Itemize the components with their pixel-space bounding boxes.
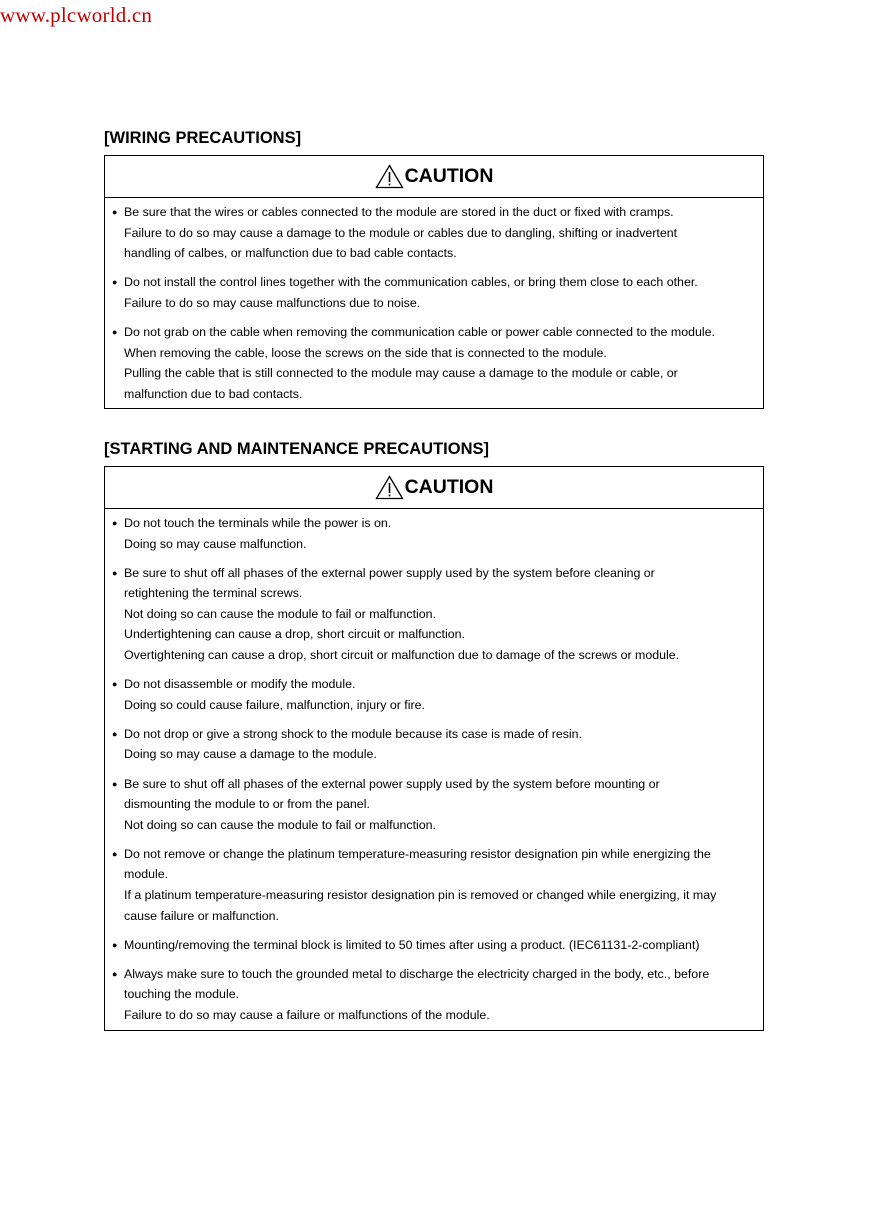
list-item bbox=[111, 844, 757, 926]
caution-header bbox=[105, 156, 763, 198]
bullet-icon: ● bbox=[112, 968, 118, 979]
item-line: Do not install the control lines together with the communication cables, or bring them close to each other. bbox=[124, 275, 698, 290]
wiring-caution-list bbox=[105, 198, 763, 408]
item-line: Be sure that the wires or cables connected to the module are stored in the duct or fixed with cramps. bbox=[124, 205, 674, 219]
wiring-precautions-title: [WIRING PRECAUTIONS] bbox=[104, 129, 302, 147]
watermark-url[interactable]: www.plcworld.cn bbox=[0, 3, 153, 27]
item-line: Failure to do so may cause malfunctions due to noise. bbox=[124, 295, 421, 310]
maintenance-caution-box bbox=[104, 466, 764, 1031]
list-item bbox=[111, 935, 757, 956]
item-line: Failure to do so may cause a failure or malfunctions of the module. bbox=[124, 1007, 490, 1022]
item-line: Be sure to shut off all phases of the external power supply used by the system before mounting or bbox=[124, 776, 660, 791]
warning-triangle-icon bbox=[375, 475, 404, 500]
bullet-icon: ● bbox=[112, 326, 118, 337]
item-line: Always make sure to touch the grounded metal to discharge the electricity charged in the body, etc., before bbox=[124, 966, 710, 981]
item-line: Be sure to shut off all phases of the external power supply used by the system before cleaning or bbox=[124, 565, 655, 580]
item-line: dismounting the module to or from the panel. bbox=[124, 797, 370, 812]
bullet-icon: ● bbox=[112, 567, 118, 578]
item-line: Not doing so can cause the module to fail or malfunction. bbox=[124, 817, 437, 832]
item-line: When removing the cable, loose the screws on the side that is connected to the module. bbox=[124, 345, 607, 360]
maintenance-caution-list bbox=[105, 509, 763, 1030]
item-line: Doing so could cause failure, malfunction, injury or fire. bbox=[124, 697, 425, 712]
item-line: Pulling the cable that is still connected to the module may cause a damage to the module or cable, or bbox=[124, 366, 678, 381]
item-line: Doing so may cause malfunction. bbox=[124, 536, 307, 551]
list-item bbox=[111, 964, 757, 1026]
caution-label: CAUTION bbox=[404, 165, 494, 187]
caution-label: CAUTION bbox=[404, 476, 494, 498]
item-line: Undertightening can cause a drop, short circuit or malfunction. bbox=[124, 627, 465, 642]
item-line: Mounting/removing the terminal block is limited to 50 times after using a product. (IEC61131-2-compliant) bbox=[124, 937, 700, 952]
bullet-icon: ● bbox=[112, 679, 118, 690]
bullet-icon: ● bbox=[112, 518, 118, 528]
item-line: Do not grab on the cable when removing the communication cable or power cable connected to the module. bbox=[124, 324, 715, 339]
item-line: malfunction due to bad contacts. bbox=[124, 386, 303, 401]
item-line: Failure to do so may cause a damage to the module or cables due to dangling, shifting or inadvertent bbox=[124, 225, 678, 240]
item-line: Do not drop or give a strong shock to the module because its case is made of resin. bbox=[124, 726, 583, 741]
list-item bbox=[111, 724, 757, 765]
list-item bbox=[111, 202, 757, 264]
bullet-icon: ● bbox=[112, 848, 118, 859]
bullet-icon: ● bbox=[112, 277, 118, 288]
bullet-icon: ● bbox=[112, 939, 118, 950]
item-line: If a platinum temperature-measuring resistor designation pin is removed or changed while energizing, it may bbox=[124, 888, 717, 902]
item-line: Overtightening can cause a drop, short circuit or malfunction due to damage of the screws or module. bbox=[124, 648, 680, 663]
bullet-icon: ● bbox=[112, 728, 118, 739]
list-item bbox=[111, 322, 757, 404]
item-line: retightening the terminal screws. bbox=[124, 586, 303, 601]
list-item bbox=[111, 674, 757, 715]
item-line: handling of calbes, or malfunction due to bad cable contacts. bbox=[124, 246, 457, 261]
bullet-icon: ● bbox=[112, 778, 118, 789]
list-item bbox=[111, 513, 757, 554]
caution-header bbox=[105, 467, 763, 509]
item-line: Doing so may cause a damage to the module. bbox=[124, 747, 377, 762]
item-line: Do not disassemble or modify the module. bbox=[124, 677, 356, 692]
list-item bbox=[111, 774, 757, 836]
item-line: touching the module. bbox=[124, 987, 240, 1002]
warning-triangle-icon bbox=[375, 164, 404, 189]
starting-maintenance-precautions-title: [STARTING AND MAINTENANCE PRECAUTIONS] bbox=[104, 440, 489, 458]
item-line: Do not remove or change the platinum temperature-measuring resistor designation pin while energizing the bbox=[124, 846, 711, 861]
item-line: Not doing so can cause the module to fail or malfunction. bbox=[124, 606, 437, 621]
wiring-caution-box bbox=[104, 155, 764, 409]
item-line: Do not touch the terminals while the power is on. bbox=[124, 516, 392, 530]
item-line: module. bbox=[124, 867, 169, 882]
list-item bbox=[111, 272, 757, 313]
list-item bbox=[111, 563, 757, 666]
bullet-icon: ● bbox=[112, 207, 118, 217]
item-line: cause failure or malfunction. bbox=[124, 908, 279, 923]
